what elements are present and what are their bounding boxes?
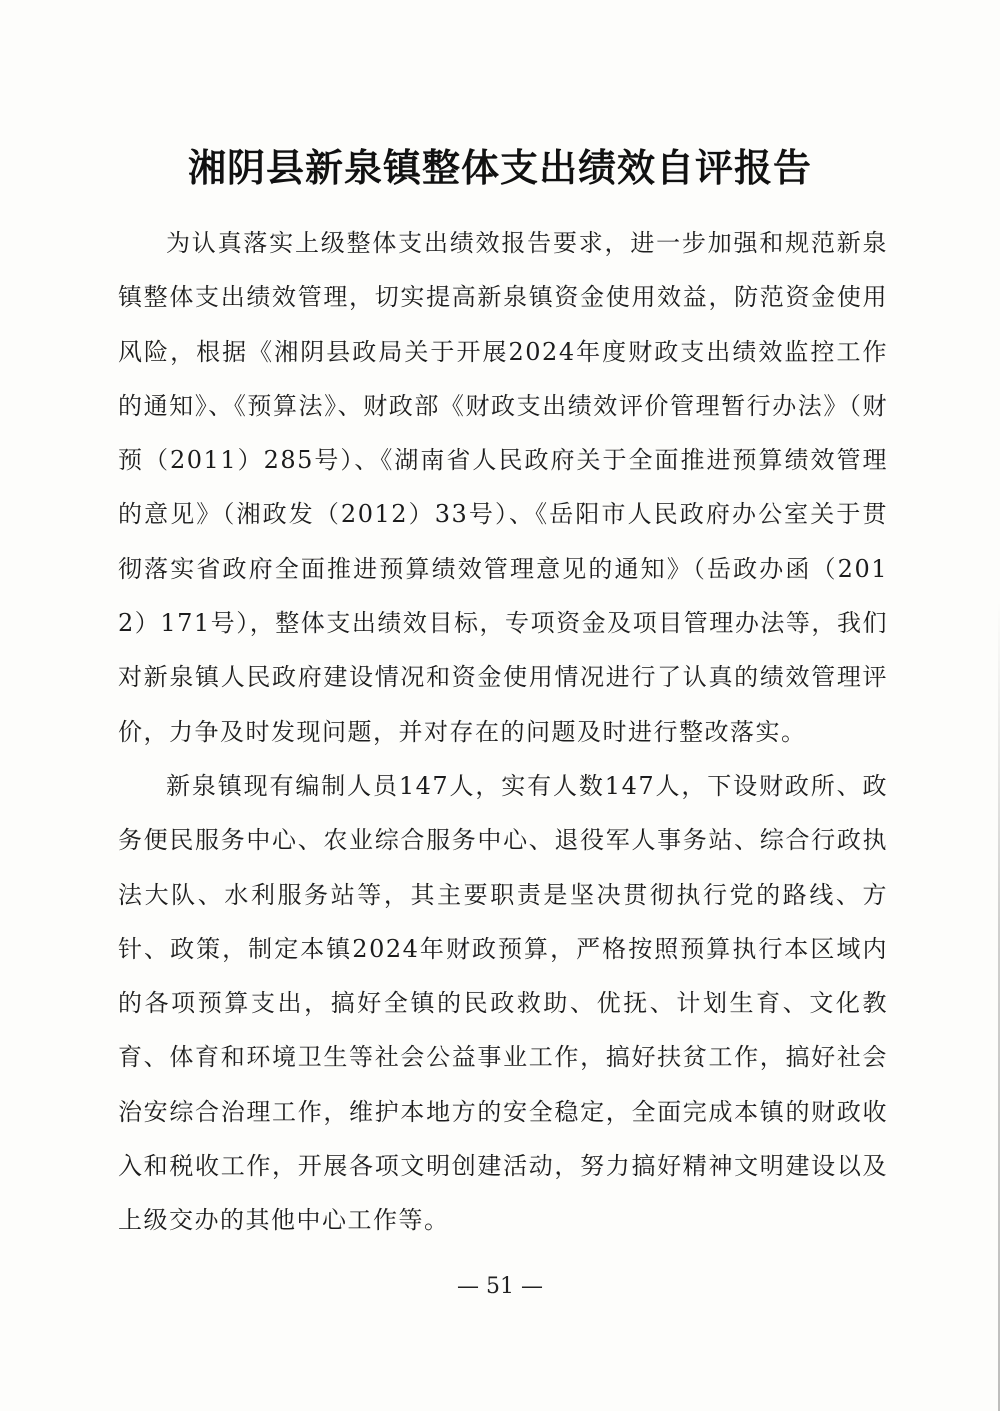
paragraph-intro: 为认真落实上级整体支出绩效报告要求，进一步加强和规范新泉镇整体支出绩效管理，切实提高新泉镇资金使用效益，防范资金使用风险，根据《湘阴县政局关于开展2024年度财政支出绩效监控工作的通知》、《预算法》、财政部《财政支出绩效评价管理暂行办法》（财预（2011）285号）、《湖南省人民政府关于全面推进预算绩效管理的意见》（湘政发（2012）33号）、《岳阳市人民政府办公室关于贯彻落实省政府全面推进预算绩效管理意见的通知》（岳政办函（2012）171号），整体支出绩效目标，专项资金及项目管理办法等，我们对新泉镇人民政府建设情况和资金使用情况进行了认真的绩效管理评价，力争及时发现问题，并对存在的问题及时进行整改落实。 xyxy=(118,229,888,746)
document-title: 湘阴县新泉镇整体支出绩效自评报告 xyxy=(187,146,812,190)
paragraph-overview: 新泉镇现有编制人员147人，实有人数147人，下设财政所、政务便民服务中心、农业综合服务中心、退役军人事务站、综合行政执法大队、水利服务站等，其主要职责是坚决贯彻执行党的路线、方针、政策，制定本镇2024年财政预算，严格按照预算执行本区域内的各项预算支出，搞好全镇的民政救助、优抚、计划生育、文化教育、体育和环境卫生等社会公益事业工作，搞好扶贫工作，搞好社会治安综合治理工作，维护本地方的安全稳定，全面完成本镇的财政收入和税收工作，开展各项文明创建活动，努力搞好精神文明建设以及上级交办的其他中心工作等。 xyxy=(118,771,888,1235)
document-body xyxy=(118,216,888,1248)
page-number: — 51 — xyxy=(457,1274,543,1299)
